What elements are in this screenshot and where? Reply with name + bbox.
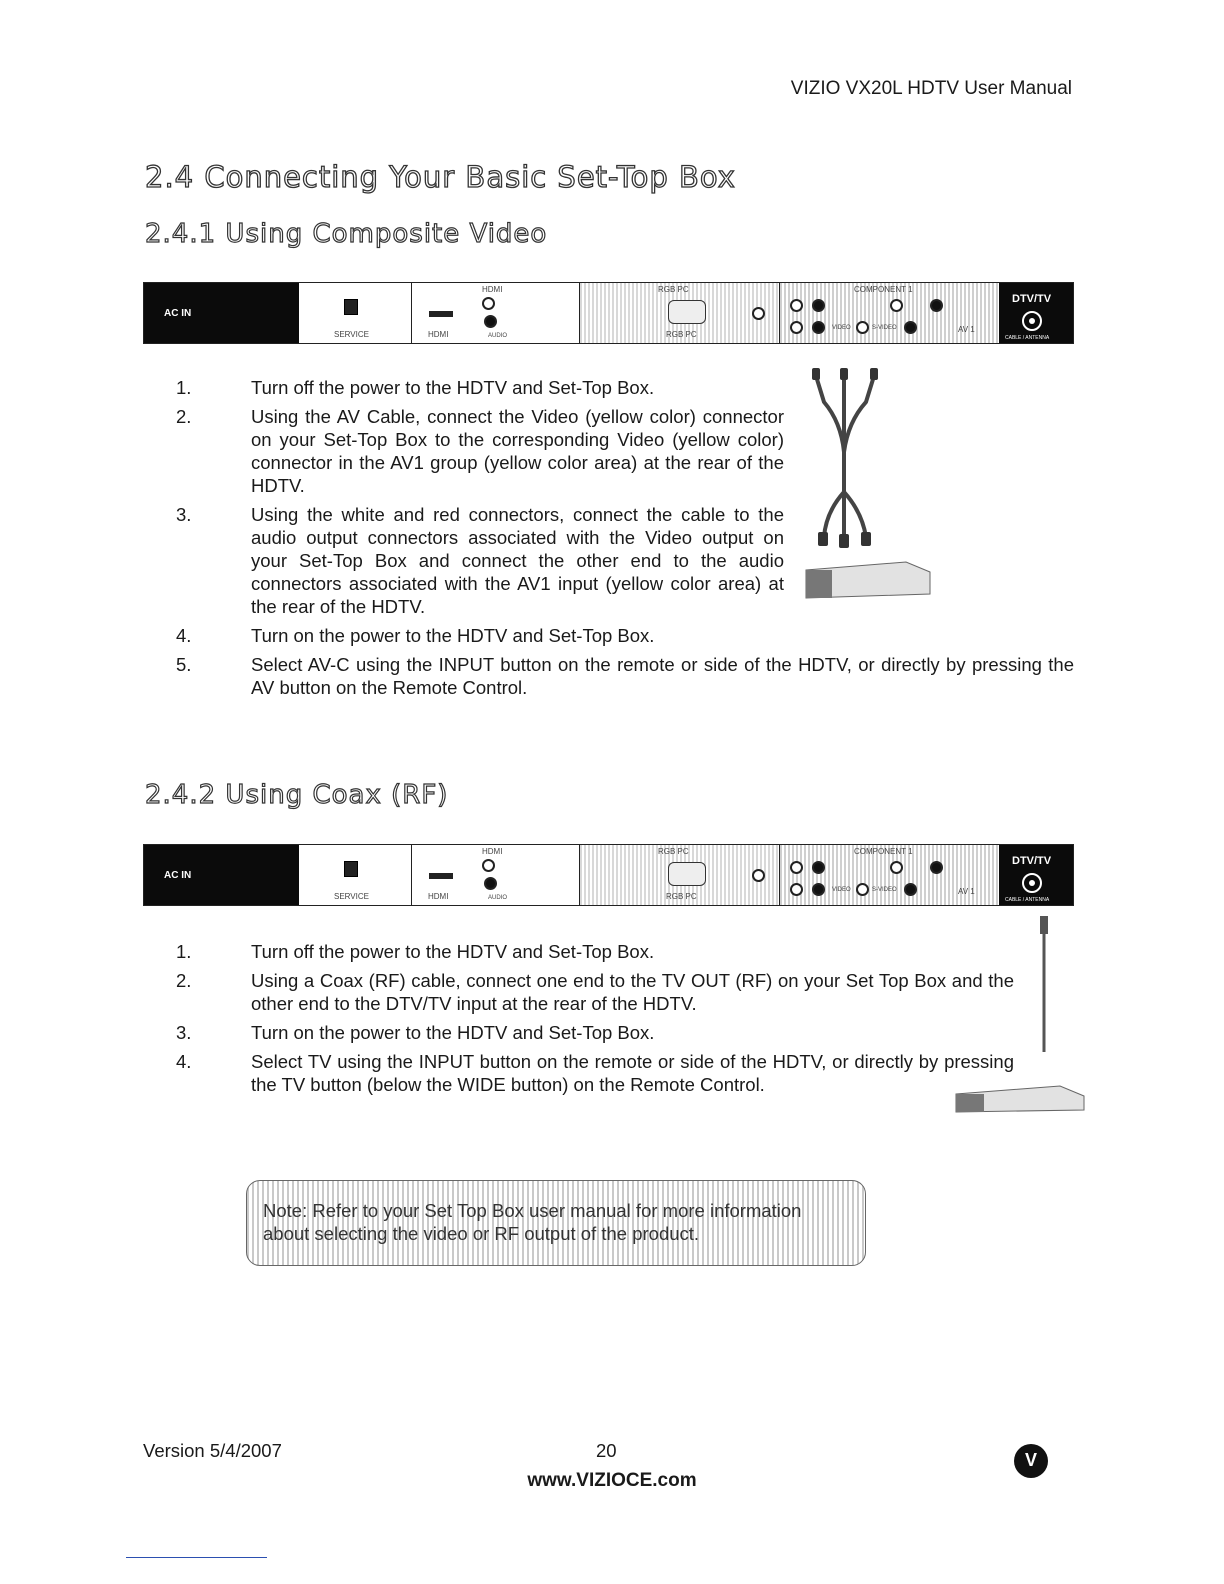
av-audio-left-icon xyxy=(790,321,803,334)
coax-connector-icon xyxy=(1022,311,1042,331)
audio-right-jack-icon xyxy=(484,315,497,328)
step-number: 4. xyxy=(176,1051,192,1072)
rgb-pc-top-label: RGB PC xyxy=(658,847,689,856)
hdmi-top-label: HDMI xyxy=(482,847,503,856)
coax-steps-list xyxy=(170,940,1074,1102)
step-text: Turn off the power to the HDTV and Set-Top Box. xyxy=(251,377,655,398)
subsection-heading-composite: 2.4.1 Using Composite Video xyxy=(145,219,548,249)
ac-in-block xyxy=(144,845,299,905)
step-text: Turn on the power to the HDTV and Set-Top Box. xyxy=(251,1022,655,1043)
video-label: VIDEO xyxy=(832,325,851,331)
component-audio-left-icon xyxy=(790,299,803,312)
step-text: Select AV-C using the INPUT button on the remote or side of the HDTV, or directly by pressing the AV button on the Remote Control. xyxy=(251,654,1074,698)
step-number: 4. xyxy=(176,625,192,646)
step-number: 3. xyxy=(176,1022,192,1043)
hdtv-rear-panel xyxy=(143,282,1074,344)
rgb-pc-block xyxy=(579,283,780,343)
av1-label: AV 1 xyxy=(958,887,975,896)
component-pr-icon xyxy=(930,299,943,312)
dtv-tv-block xyxy=(999,283,1073,343)
page-number: 20 xyxy=(596,1440,617,1461)
note-box: Note: Refer to your Set Top Box user manual for more information about selecting the video or RF output of the product. xyxy=(246,1180,866,1266)
service-port-icon xyxy=(344,299,358,315)
step-number: 2. xyxy=(176,970,192,991)
section-heading: 2.4 Connecting Your Basic Set-Top Box xyxy=(145,160,736,194)
hdtv-rear-panel xyxy=(143,844,1074,906)
rgb-pc-label: RGB PC xyxy=(666,330,697,339)
step-text: Select TV using the INPUT button on the remote or side of the HDTV, or directly by pressing the TV button (below the WIDE button) on the Remote Control. xyxy=(251,1051,1014,1095)
component-pr-icon xyxy=(930,861,943,874)
list-item xyxy=(170,969,1074,1015)
rgb-pc-block xyxy=(579,845,780,905)
list-item xyxy=(170,405,1074,497)
step-text: Using the AV Cable, connect the Video (yellow color) connector on your Set-Top Box to the corresponding Video (yellow color) connector in the AV1 group (yellow color area) at the rear of the HDTV. xyxy=(251,406,784,496)
step-number: 3. xyxy=(176,504,192,525)
service-label: SERVICE xyxy=(334,892,369,901)
vga-port-icon xyxy=(668,862,706,886)
vga-port-icon xyxy=(668,300,706,324)
list-item xyxy=(170,653,1074,699)
ac-in-label: AC IN xyxy=(164,870,192,881)
step-text: Using the white and red connectors, connect the cable to the audio output connectors associated with the Video output on your Set-Top Box and connect the other end to the audio connectors associated with the AV1 input (yellow color area) at the rear of the HDTV. xyxy=(251,504,784,617)
step-number: 5. xyxy=(176,654,192,675)
audio-label: AUDIO xyxy=(488,333,508,339)
cable-antenna-label: CABLE / ANTENNA xyxy=(1005,897,1050,903)
av-video-jack-icon xyxy=(856,321,869,334)
component-audio-left-icon xyxy=(790,861,803,874)
step-text: Turn on the power to the HDTV and Set-Top Box. xyxy=(251,625,655,646)
svideo-jack-icon xyxy=(904,883,917,896)
component-label: COMPONENT 1 xyxy=(854,847,913,856)
cable-antenna-label: CABLE / ANTENNA xyxy=(1005,335,1050,341)
footer-version: Version 5/4/2007 xyxy=(143,1440,282,1461)
svideo-label: S-VIDEO xyxy=(872,325,897,331)
svideo-label: S-VIDEO xyxy=(872,887,897,893)
component-av-block xyxy=(779,283,1000,343)
step-number: 1. xyxy=(176,377,192,398)
ac-in-block xyxy=(144,283,299,343)
av-audio-right-icon xyxy=(812,321,825,334)
step-text: Using a Coax (RF) cable, connect one end to the TV OUT (RF) on your Set Top Box and the other end to the DTV/TV input at the rear of the HDTV. xyxy=(251,970,1014,1014)
vizio-logo-icon xyxy=(1014,1444,1048,1478)
component-y-icon xyxy=(890,299,903,312)
component-audio-right-icon xyxy=(812,299,825,312)
hdmi-label: HDMI xyxy=(428,892,449,901)
hdmi-label: HDMI xyxy=(428,330,449,339)
rgb-audio-jack-icon xyxy=(752,869,765,882)
audio-left-jack-icon xyxy=(482,859,495,872)
rgb-audio-jack-icon xyxy=(752,307,765,320)
list-item xyxy=(170,624,1074,647)
rgb-pc-top-label: RGB PC xyxy=(658,285,689,294)
step-text: Turn off the power to the HDTV and Set-Top Box. xyxy=(251,941,655,962)
list-item xyxy=(170,1050,1074,1096)
coax-connector-icon xyxy=(1022,873,1042,893)
step-number: 2. xyxy=(176,406,192,427)
hdmi-block xyxy=(411,845,580,905)
dtv-label: DTV/TV xyxy=(1012,293,1052,305)
av-audio-left-icon xyxy=(790,883,803,896)
audio-left-jack-icon xyxy=(482,297,495,310)
footnote-divider xyxy=(126,1557,267,1558)
hdmi-port-icon xyxy=(429,873,453,879)
list-item xyxy=(170,1021,1074,1044)
manual-title: VIZIO VX20L HDTV User Manual xyxy=(790,78,1072,99)
list-item xyxy=(170,503,1074,618)
dtv-tv-block xyxy=(999,845,1073,905)
audio-right-jack-icon xyxy=(484,877,497,890)
av1-label: AV 1 xyxy=(958,325,975,334)
hdmi-block xyxy=(411,283,580,343)
svideo-jack-icon xyxy=(904,321,917,334)
video-label: VIDEO xyxy=(832,887,851,893)
component-av-block xyxy=(779,845,1000,905)
subsection-heading-coax: 2.4.2 Using Coax (RF) xyxy=(145,780,449,810)
service-port-icon xyxy=(344,861,358,877)
ac-in-label: AC IN xyxy=(164,308,192,319)
footer-url: www.VIZIOCE.com xyxy=(527,1470,697,1491)
component-label: COMPONENT 1 xyxy=(854,285,913,294)
av-audio-right-icon xyxy=(812,883,825,896)
audio-label: AUDIO xyxy=(488,895,508,901)
rgb-pc-label: RGB PC xyxy=(666,892,697,901)
component-audio-right-icon xyxy=(812,861,825,874)
hdmi-top-label: HDMI xyxy=(482,285,503,294)
av-video-jack-icon xyxy=(856,883,869,896)
component-y-icon xyxy=(890,861,903,874)
list-item xyxy=(170,376,1074,399)
dtv-label: DTV/TV xyxy=(1012,855,1052,867)
step-number: 1. xyxy=(176,941,192,962)
list-item xyxy=(170,940,1074,963)
service-label: SERVICE xyxy=(334,330,369,339)
hdmi-port-icon xyxy=(429,311,453,317)
composite-steps-list xyxy=(170,376,1074,705)
